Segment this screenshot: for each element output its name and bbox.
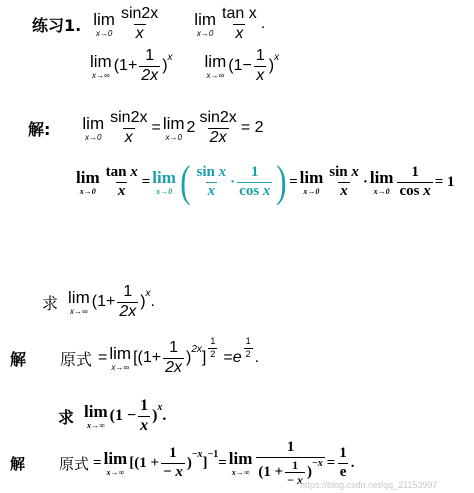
ask-label: 求 [42, 293, 59, 313]
watermark: https://blog.csdn.net/qq_21153997 [300, 480, 438, 490]
solve-label: 解 [10, 349, 27, 369]
exercise-row-1: 练习1. lim x→0 $\frac{\sin 2x}{x}$ lim x→0 $\frac{\text{tan x}}{x}$ . [32, 5, 266, 42]
limit-operator: lim x→∞ [204, 51, 227, 80]
exercise-row-4: 求 lim x→∞ (1 − $\frac{1}{x}$ ) x . [58, 397, 167, 434]
exercise-row-3: 求 lim x→∞ (1+ $\frac{1}{2x}$ ) x . [42, 283, 155, 320]
solution-row-2: 解 原式 = lim x→∞ [(1+ $\frac{1}{2x}$ ) 2x ] $\frac{1}{2}$ = e $\frac{1}{2}$ . [10, 336, 260, 376]
limit-operator: lim x→∞ [90, 51, 112, 80]
fraction-1-over-2x: $\frac{1}{2x}$ [141, 47, 159, 84]
solution-row-tan: lim x→0 $\frac{\text{tan x}}{x}$ = lim x→0 ( $\frac{\text{sin x}}{x}$ · $\frac{1}{\text{cos x}}$ ) = lim x→0 $\frac{\text{sin x}}{x}$ · lim x→0 $\frac{1}{\text{cos x}}$ = 1 [76, 157, 455, 206]
exercise-row-2: lim x→∞ (1+ $\frac{1}{2x}$ ) x lim x→∞ (1− $\frac{1}{x}$ ) x [90, 47, 280, 84]
solution-label: 解: [28, 119, 51, 139]
limit-operator: lim x→0 [82, 113, 105, 142]
fraction-1-over-x: $\frac{1}{x}$ [255, 47, 265, 84]
fraction-sin2x-over-x: $\frac{\sin 2x}{x}$ [120, 5, 159, 42]
solution-row-1: 解: lim x→0 $\frac{\sin 2x}{x}$ = lim x→0 2 $\frac{\sin 2x}{2x}$ = 2 [28, 109, 264, 146]
fraction-tanx-over-x: $\frac{\text{tan x}}{x}$ [222, 5, 257, 42]
practice-label: 练习1. [32, 15, 82, 35]
limit-operator: lim x→0 [162, 113, 185, 142]
solution-row-3: 解 原式 = lim x→∞ [(1 + $\frac{1}{- x}$ ) −x ] −1 = lim x→∞ 1 (1 + $\frac{1}{- x}$ ) −x = $\frac{1}{e}$ . [10, 439, 355, 488]
original-label: 原式 [60, 349, 93, 369]
limit-operator: lim x→0 [93, 9, 115, 38]
limit-operator: lim x→0 [194, 9, 217, 38]
